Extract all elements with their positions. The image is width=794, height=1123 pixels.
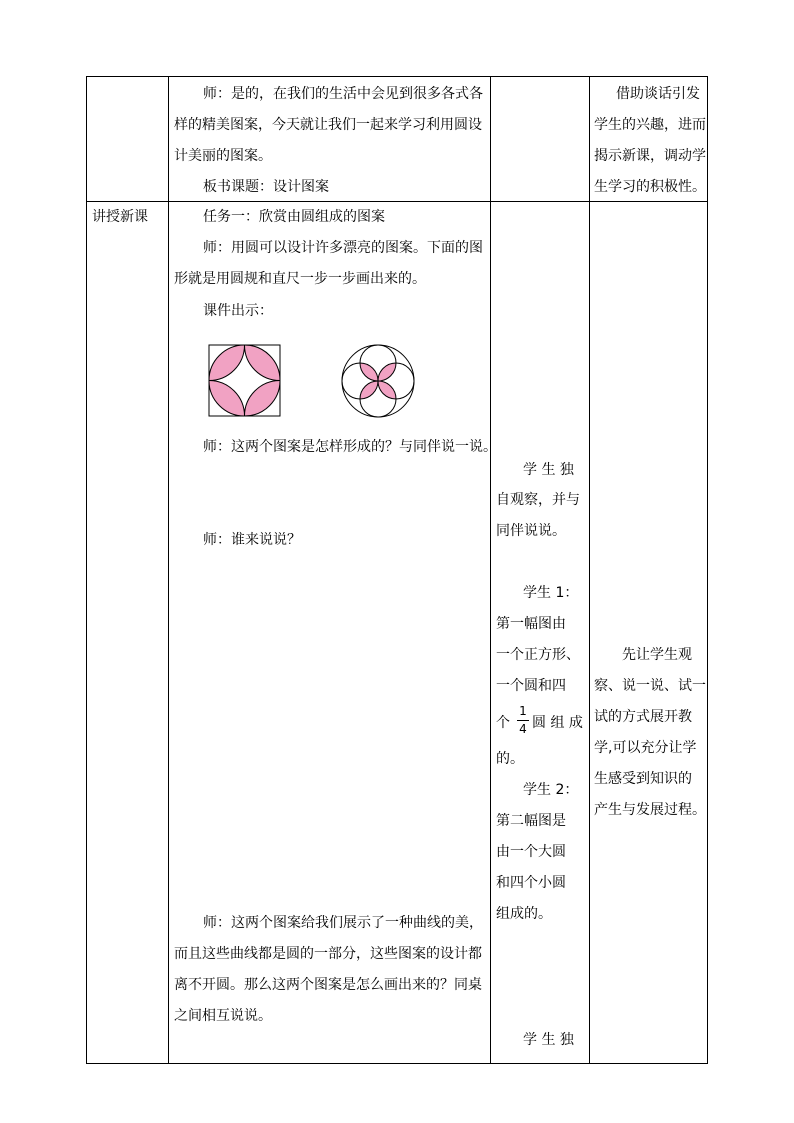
student2-line-4: 组成的。 [496, 906, 552, 922]
activity-2-line-1: 学 生 独 [523, 1032, 574, 1048]
table-border-col1 [168, 76, 169, 1064]
pattern2-small-circle-right [378, 363, 414, 399]
student1-line-3: 一个圆和四 [496, 678, 566, 694]
table-border-col3 [589, 76, 590, 1064]
fraction-denominator: 4 [519, 722, 527, 736]
activity-1-line-1: 学 生 独 [523, 462, 574, 478]
row2-intent-line-4: 学,可以充分让学 [594, 740, 697, 756]
pattern2-small-circle-top [360, 345, 396, 381]
student1-frac-suffix: 圆 组 成 [532, 715, 583, 731]
table-row-divider [86, 201, 708, 202]
student2-label: 学生 2： [523, 782, 579, 798]
pattern-circle-flower [341, 344, 415, 418]
question-line-1: 师：这两个图案是怎样形成的？与同伴说一说。 [203, 439, 497, 455]
student1-line-1: 第一幅图由 [496, 616, 566, 632]
student2-line-3: 和四个小圆 [496, 875, 566, 891]
pattern-square-petals [208, 344, 282, 418]
row2-intent-line-1: 先让学生观 [622, 647, 692, 663]
table-border-bottom [86, 1063, 708, 1064]
row1-content-line-2: 样的精美图案，今天就让我们一起来学习利用圆设 [174, 117, 482, 133]
row2-intent-line-5: 生感受到知识的 [594, 771, 692, 787]
row2-intent-line-6: 产生与发展过程。 [594, 802, 706, 818]
pattern2-small-circle-left [342, 363, 378, 399]
table-border-top [86, 76, 708, 77]
closing-line-4: 之间相互说说。 [174, 1008, 272, 1024]
row2-intent-line-3: 试的方式展开教 [594, 709, 692, 725]
row1-content-line-3: 计美丽的图案。 [174, 148, 272, 164]
table-border-left [86, 76, 87, 1064]
row1-intent-line-2: 学生的兴趣，进而 [594, 117, 706, 133]
row1-content-line-4: 板书课题：设计图案 [203, 179, 329, 195]
fraction-numerator: 1 [519, 704, 527, 718]
student1-line-2: 一个正方形、 [496, 647, 580, 663]
activity-1-line-2: 自观察，并与 [496, 492, 580, 508]
row1-intent-line-1: 借助谈话引发 [616, 86, 700, 102]
student1-end: 的。 [496, 751, 524, 767]
student2-line-2: 由一个大圆 [496, 844, 566, 860]
table-border-right [707, 76, 708, 1064]
pattern2-small-circle-bottom [360, 381, 396, 417]
table-border-col2 [490, 76, 491, 1064]
intro-line-1: 师：用圆可以设计许多漂亮的图案。下面的图 [203, 240, 483, 256]
question-line-2: 师：谁来说说？ [203, 532, 301, 548]
closing-line-2: 而且这些曲线都是圆的一部分，这些图案的设计都 [174, 946, 482, 962]
row2-intent-line-2: 察、说一说、试一 [594, 678, 706, 694]
task-heading: 任务一：欣赏由圆组成的图案 [203, 209, 385, 225]
student2-line-1: 第二幅图是 [496, 813, 566, 829]
intro-line-2: 形就是用圆规和直尺一步一步画出来的。 [174, 271, 426, 287]
closing-line-3: 离不开圆。那么这两个图案是怎么画出来的？同桌 [174, 977, 482, 993]
section-label: 讲授新课 [92, 209, 148, 225]
fraction-bar [517, 720, 529, 721]
closing-line-1: 师：这两个图案给我们展示了一种曲线的美， [203, 915, 483, 931]
row1-intent-line-3: 揭示新课，调动学 [594, 148, 706, 164]
courseware-label: 课件出示： [203, 303, 273, 319]
row1-content-line-1: 师：是的，在我们的生活中会见到很多各式各 [203, 86, 483, 102]
activity-1-line-3: 同伴说说。 [496, 523, 566, 539]
student1-label: 学生 1： [523, 585, 579, 601]
row1-intent-line-4: 生学习的积极性。 [594, 179, 706, 195]
student1-frac-prefix: 个 [496, 715, 510, 731]
